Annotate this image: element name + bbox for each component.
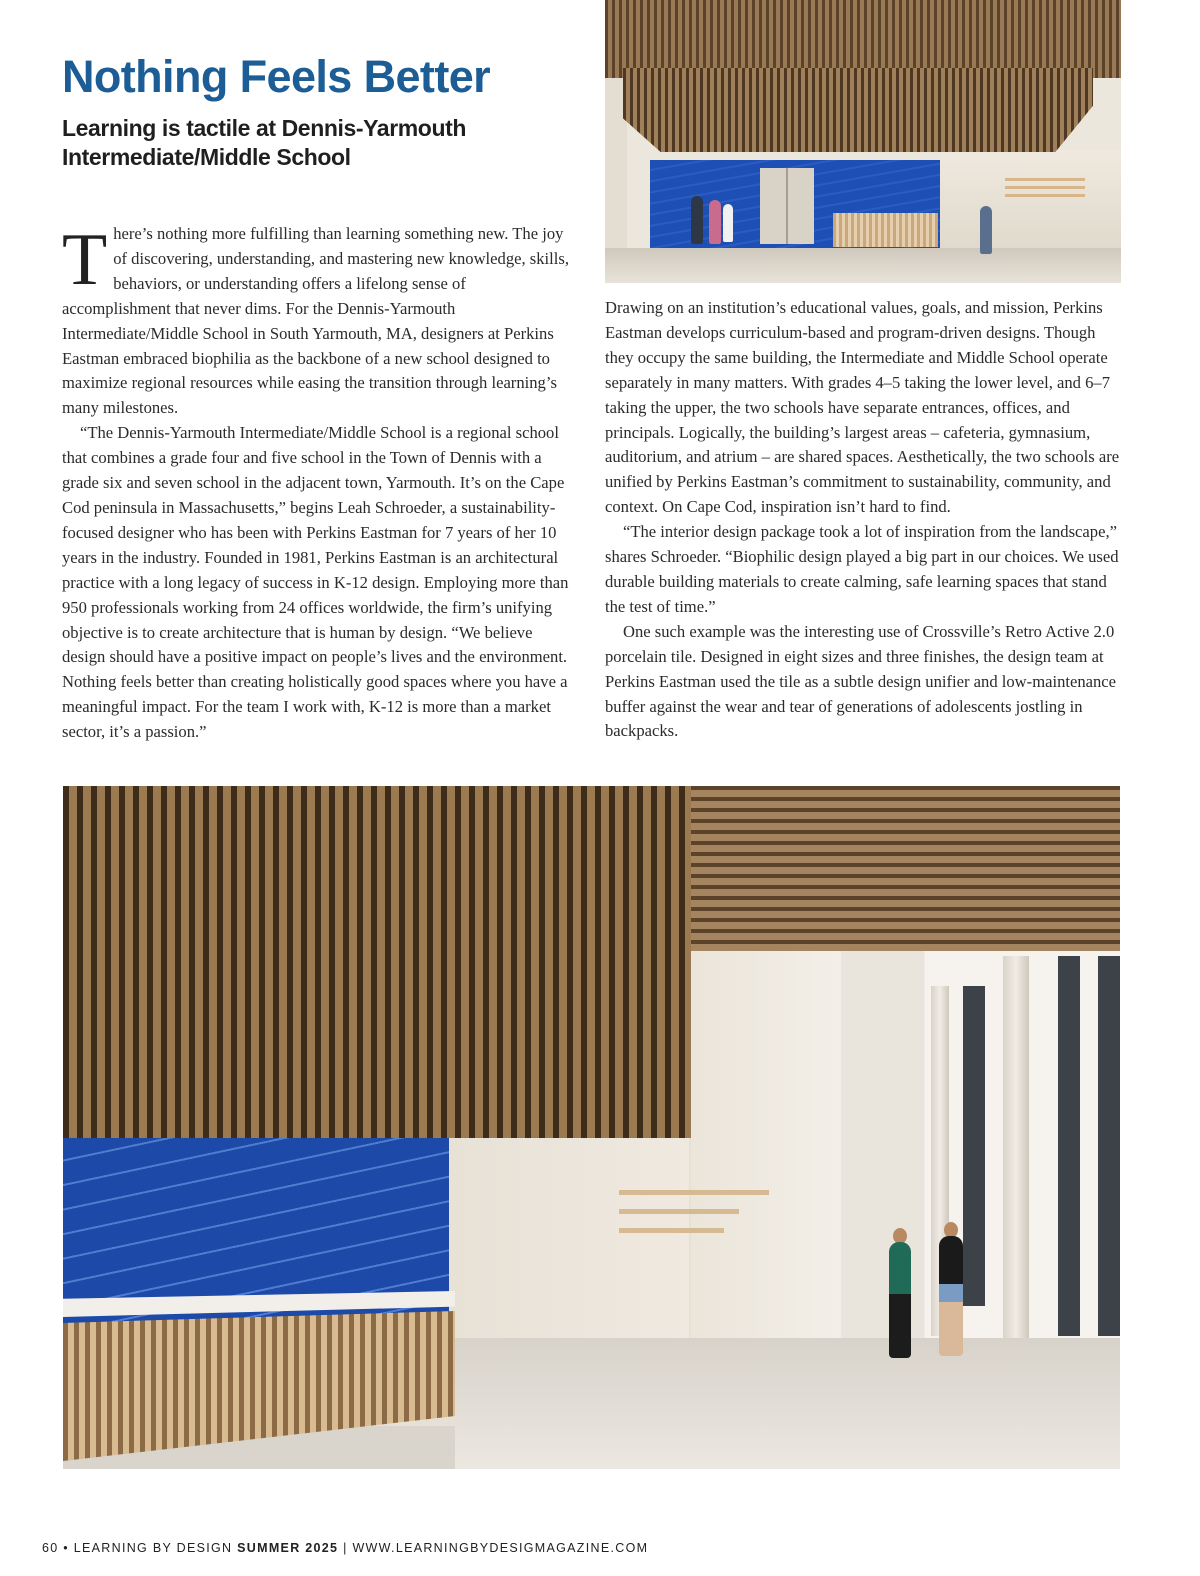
terrazzo-floor bbox=[455, 1338, 1120, 1469]
atrium-corridor-photo bbox=[63, 786, 1120, 1469]
corridor-column bbox=[1003, 956, 1029, 1356]
window-mullion bbox=[1098, 956, 1120, 1336]
page-number: 60 bbox=[42, 1541, 59, 1555]
article-headline: Nothing Feels Better bbox=[62, 51, 491, 102]
entrance-doors bbox=[760, 168, 814, 244]
magazine-website: WWW.LEARNINGBYDESIGMAGAZINE.COM bbox=[352, 1541, 649, 1555]
student-figure bbox=[980, 206, 992, 254]
wood-slat-ceiling bbox=[605, 0, 1121, 78]
terrazzo-floor bbox=[605, 248, 1121, 283]
drop-cap: T bbox=[62, 219, 108, 301]
magazine-name: LEARNING BY DESIGN bbox=[73, 1541, 233, 1555]
student-figure bbox=[709, 200, 721, 244]
student-figure bbox=[889, 1242, 911, 1358]
wood-baffle-band bbox=[623, 68, 1093, 152]
issue-label: SUMMER 2025 bbox=[237, 1541, 339, 1555]
program-paragraph: Drawing on an institution’s educational values, goals, and mission, Perkins Eastman develops curriculum-based and program-driven designs. Though they occupy the same building, the Intermediate and Middle School operate separately in many matters. With grades 4–5 taking the lower level, and 6–7 taking the upper, the two schools have separate entrances, offices, and principals. Logically, the building’s largest areas – cafeteria, gymnasium, auditorium, and atrium – are shared spaces. Aesthetically, the two schools are unified by Perkins Eastman’s commitment to sustainability, community, and context. On Cape Cod, inspiration isn’t hard to find. bbox=[605, 298, 1120, 517]
atrium-entrance-photo bbox=[605, 0, 1121, 283]
intro-paragraph bbox=[62, 219, 574, 421]
right-text-column bbox=[605, 296, 1121, 744]
left-text-column bbox=[62, 219, 574, 745]
school-name-wall-sign bbox=[1005, 178, 1085, 208]
quote-paragraph: “The Dennis-Yarmouth Intermediate/Middle School is a regional school that combines a grade four and five school in the Town of Dennis with a grade six and seven school in the adjacent town, Yarmouth. It’s on the Cape Cod peninsula in Massachusetts,” begins Leah Schroeder, a sustainability-focused designer who has been with Perkins Eastman for 7 years of her 10 years in the industry. Founded in 1981, Perkins Eastman is an architectural practice with a long legacy of success in K-12 design. Employing more than 950 professionals working from 24 offices worldwide, the firm’s unifying objective is to create architecture that is human by design. “We believe design should have a positive impact on people’s lives and the environment. Nothing feels better than creating holistically good spaces where you have a meaningful impact. For the team I work with, K-12 is more than a market sector, it’s a passion.” bbox=[62, 423, 569, 742]
school-name-wall-sign bbox=[619, 1190, 769, 1247]
footer-bullet: • bbox=[63, 1541, 69, 1555]
tile-paragraph: One such example was the interesting use of Crossville’s Retro Active 2.0 porcelain tile. Designed in eight sizes and three finishes, the design team at Perkins Eastman used the tile as a subtle design unifier and low-maintenance buffer against the wear and tear of generations of adolescents jostling in backpacks. bbox=[605, 621, 1117, 741]
student-figure bbox=[939, 1236, 963, 1356]
footer-separator: | bbox=[343, 1541, 348, 1555]
article-subhead: Learning is tactile at Dennis-Yarmouth Intermediate/Middle School bbox=[62, 115, 466, 170]
vertical-wood-baffles bbox=[63, 786, 691, 1138]
page-footer bbox=[42, 1541, 648, 1555]
student-figure bbox=[723, 204, 733, 242]
window-mullion bbox=[963, 986, 985, 1306]
curved-feature-wall bbox=[691, 951, 841, 1396]
window-mullion bbox=[1058, 956, 1080, 1336]
landscape-paragraph: “The interior design package took a lot of inspiration from the landscape,” shares Schroeder. “Biophilic design played a big part in our choices. We used durable building materials to create calming, safe learning spaces that stand the test of time.” bbox=[605, 522, 1119, 616]
intro-paragraph-text: here’s nothing more fulfilling than learning something new. The joy of discovering, understanding, and mastering new knowledge, skills, behaviors, or understanding offers a lifelong sense of accomplishment that never dims. For the Dennis-Yarmouth Intermediate/Middle School in South Yarmouth, MA, designers at Perkins Eastman embraced biophilia as the backbone of a new school designed to maximize regional resources while easing the transition through learning’s many milestones. bbox=[62, 224, 569, 418]
reception-desk bbox=[833, 213, 938, 247]
student-figure bbox=[691, 196, 703, 244]
